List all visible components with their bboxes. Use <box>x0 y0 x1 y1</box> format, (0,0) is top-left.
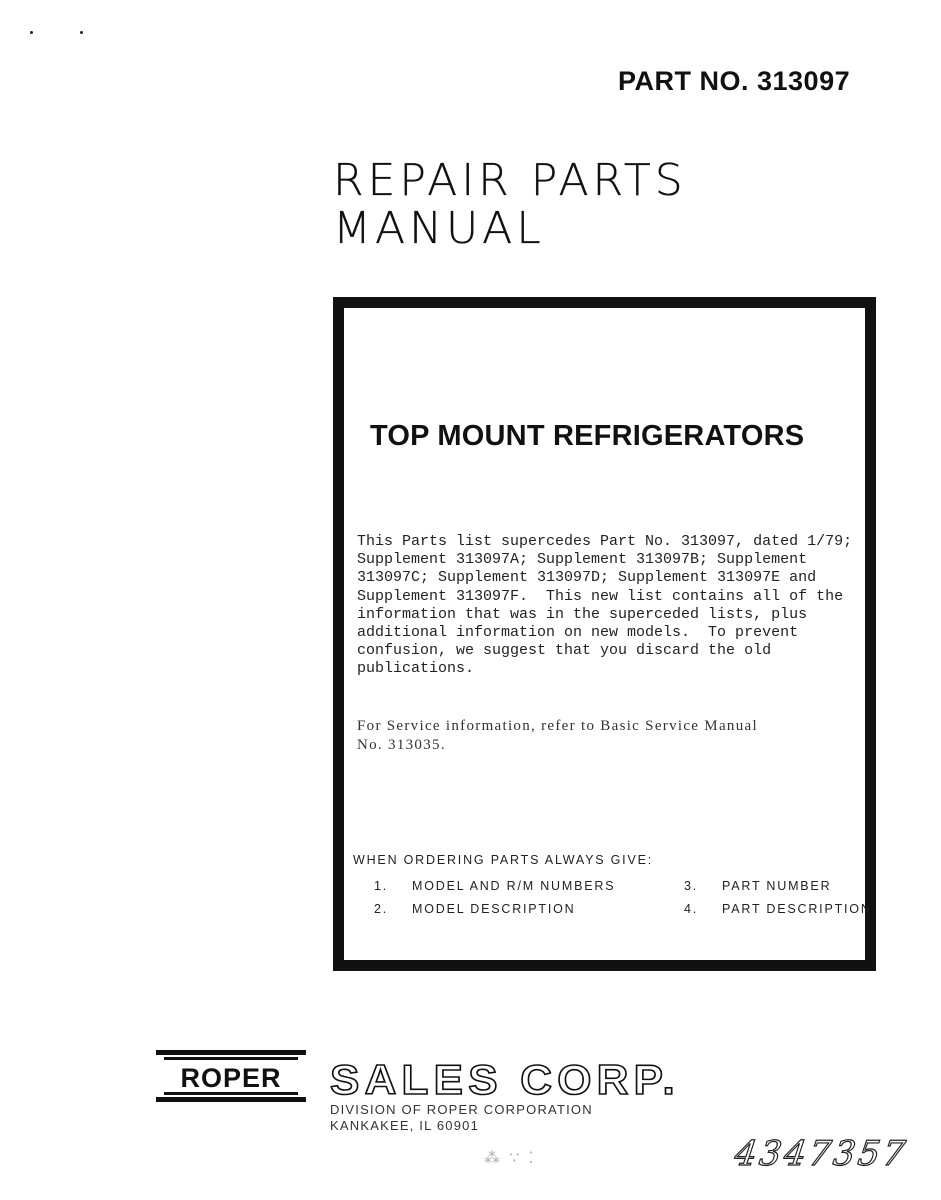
scan-speck <box>30 31 33 34</box>
division-line: DIVISION OF ROPER CORPORATION <box>330 1102 593 1117</box>
ordering-item <box>684 902 872 916</box>
sales-corp-wordmark <box>330 1056 690 1103</box>
manual-title-line-2: MANUAL <box>333 203 545 254</box>
location-line: KANKAKEE, IL 60901 <box>330 1118 480 1133</box>
ordering-item <box>684 879 831 893</box>
ordering-item-label: PART NUMBER <box>722 879 832 893</box>
part-number: PART NO. 313097 <box>618 66 851 96</box>
ordering-item <box>374 902 576 916</box>
sales-corp-text: SALES CORP. <box>330 1056 680 1103</box>
ordering-item-label: MODEL DESCRIPTION <box>412 902 576 916</box>
ordering-item-number: 1. <box>374 879 389 893</box>
service-reference: For Service information, refer to Basic Service Manual No. 313035. <box>357 718 758 753</box>
ordering-item <box>374 879 615 893</box>
scan-speck <box>80 31 83 34</box>
roper-logo <box>156 1050 306 1102</box>
manual-title-line-1: REPAIR PARTS <box>333 155 687 206</box>
ordering-item-number: 2. <box>374 902 389 916</box>
ordering-item-number: 3. <box>684 879 699 893</box>
ordering-item-label: MODEL AND R/M NUMBERS <box>412 879 616 893</box>
ordering-heading: WHEN ORDERING PARTS ALWAYS GIVE: <box>353 853 654 867</box>
supersede-notice: This Parts list supercedes Part No. 313097, dated 1/79; Supplement 313097A; Supplement 313097B; Supplement 313097C; Supplement 313097D; Supplement 313097E and Supplement 313097F. This new list contains all of the information that was in the superceded lists, plus additional information on new models. To prevent confusion, we suggest that you discard the old publications. <box>357 533 853 678</box>
ordering-item-label: PART DESCRIPTION <box>722 902 872 916</box>
roper-logo-text: ROPER <box>180 1063 282 1093</box>
division-address <box>330 1102 593 1134</box>
faint-stamp-mark: ⁂ ∵ ⁚ <box>484 1148 536 1167</box>
handwritten-number <box>732 1127 911 1177</box>
handwritten-number-text: 4347357 <box>732 1134 911 1174</box>
ordering-item-number: 4. <box>684 902 699 916</box>
info-box <box>333 297 876 971</box>
box-heading: TOP MOUNT REFRIGERATORS <box>370 420 805 452</box>
